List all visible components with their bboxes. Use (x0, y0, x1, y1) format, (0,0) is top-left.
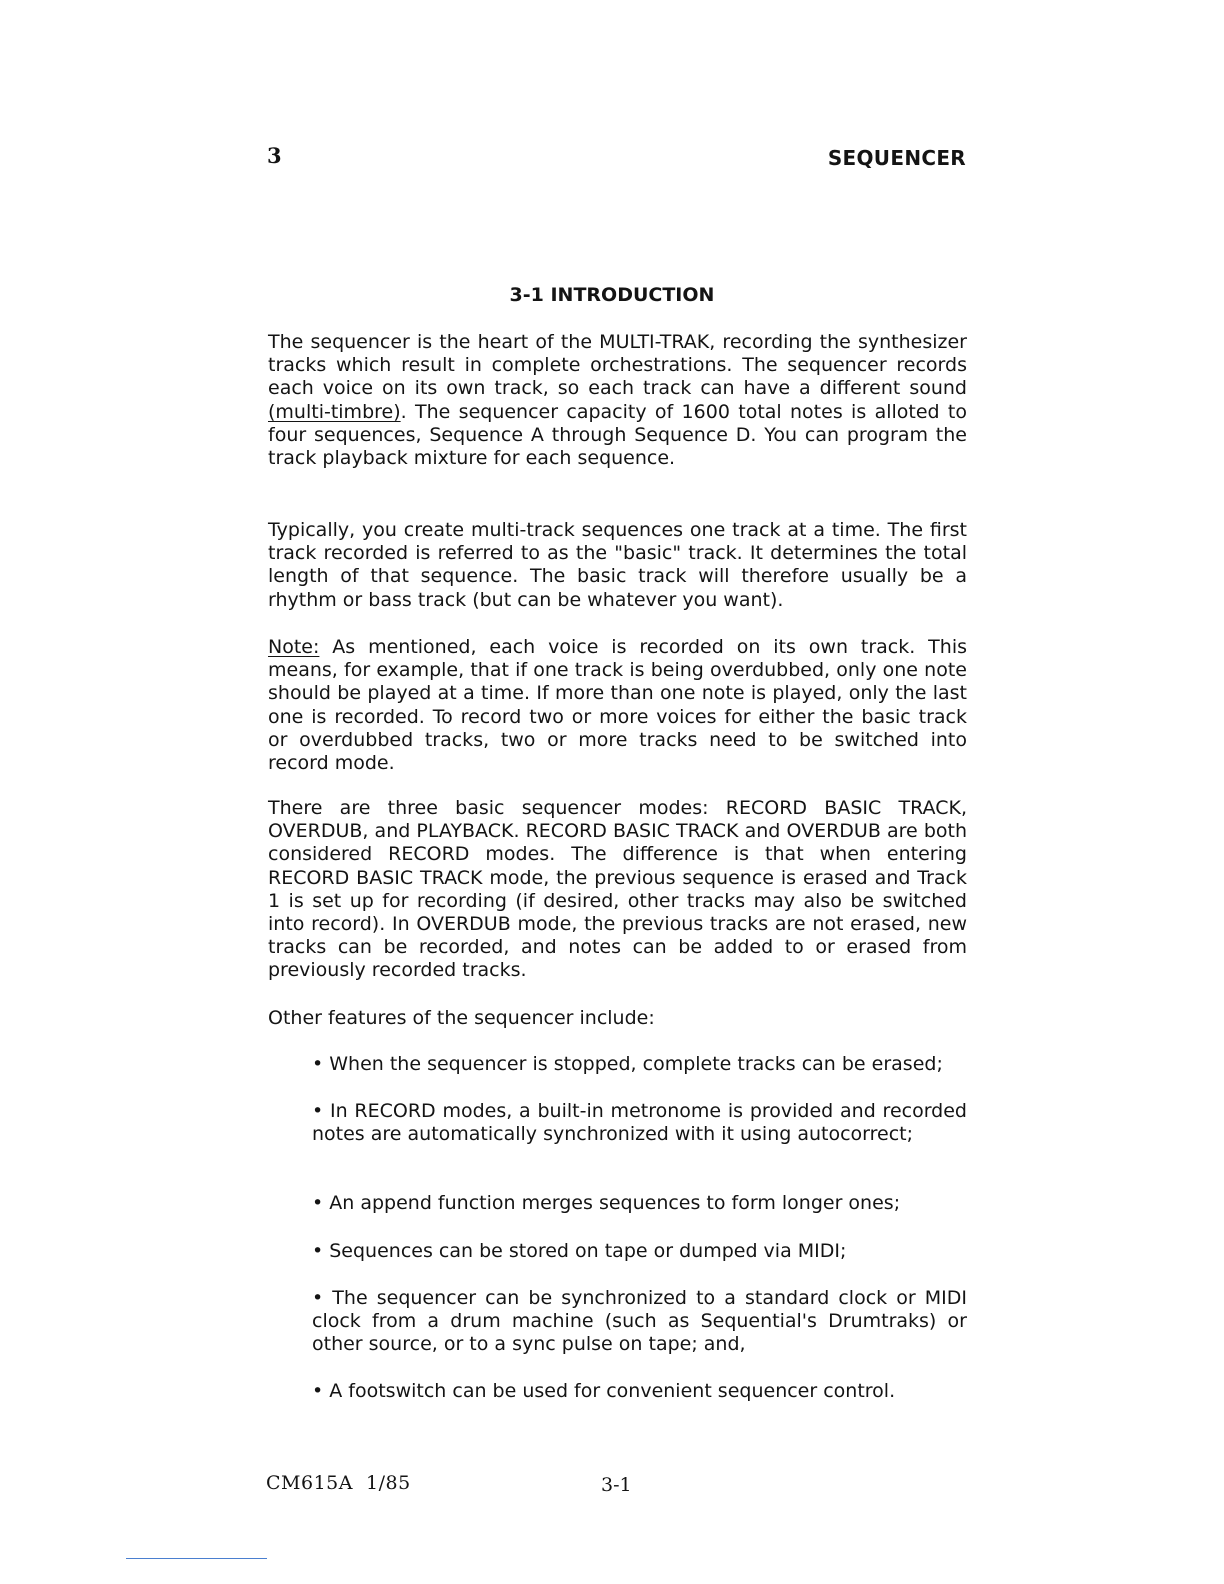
feature-bullet-sync: • The sequencer can be synchronized to a standard clock or MIDI clock from a drum machine (such as Sequential's Drumtraks) or other source, or to a sync pulse on tape; and, (312, 1287, 967, 1356)
section-title: 3-1 INTRODUCTION (509, 284, 715, 306)
page-number: 3-1 (601, 1474, 632, 1496)
paragraph-basic-track: Typically, you create multi-track sequences one track at a time. The first track recorded is referred to as the "basic" track. It determines the total length of that sequence. The basic track will therefore usually be a rhythm or bass track (but can be whatever you want). (268, 519, 967, 611)
document-code: CM615A 1/85 (266, 1472, 411, 1494)
paragraph-intro-text-start: The sequencer is the heart of the MULTI-TRAK, recording the synthesizer tracks which result in complete orchestrations. The sequencer records each voice on its own track, so each track can have a different sound (268, 331, 967, 400)
feature-bullet-footswitch: • A footswitch can be used for convenient sequencer control. (312, 1380, 896, 1402)
feature-bullet-append: • An append function merges sequences to form longer ones; (312, 1192, 901, 1214)
chapter-title: SEQUENCER (827, 146, 966, 170)
paragraph-intro-text-end: . The sequencer capacity of 1600 total notes is alloted to four sequences, Sequence A through Sequence D. You can program the track playback mixture for each sequence. (268, 400, 967, 470)
feature-bullet-erase: • When the sequencer is stopped, complete tracks can be erased; (312, 1053, 943, 1075)
multi-timbre-term: (multi-timbre) (268, 400, 401, 423)
feature-bullet-metronome: • In RECORD modes, a built-in metronome is provided and recorded notes are automatically synchronized with it using autocorrect; (312, 1100, 967, 1146)
paragraph-intro (268, 331, 967, 470)
note-text: As mentioned, each voice is recorded on its own track. This means, for example, that if one track is being overdubbed, only one note should be played at a time. If more than one note is played, only the last one is recorded. To record two or more voices for either the basic track or overdubbed tracks, two or more tracks need to be switched into record mode. (268, 636, 967, 775)
note-label: Note: (268, 636, 320, 658)
paragraph-modes: There are three basic sequencer modes: RECORD BASIC TRACK, OVERDUB, and PLAYBACK. RECORD BASIC TRACK and OVERDUB are both considered RECORD modes. The difference is that when entering RECORD BASIC TRACK mode, the previous sequence is erased and Track 1 is set up for recording (if desired, other tracks may also be switched into record). In OVERDUB mode, the previous tracks are not erased, new tracks can be recorded, and notes can be added to or erased from previously recorded tracks. (268, 797, 967, 982)
bottom-rule-divider (126, 1558, 267, 1559)
chapter-number: 3 (267, 143, 282, 168)
feature-bullet-storage: • Sequences can be stored on tape or dumped via MIDI; (312, 1240, 847, 1262)
paragraph-features-intro: Other features of the sequencer include: (268, 1007, 655, 1029)
paragraph-note (268, 636, 967, 775)
